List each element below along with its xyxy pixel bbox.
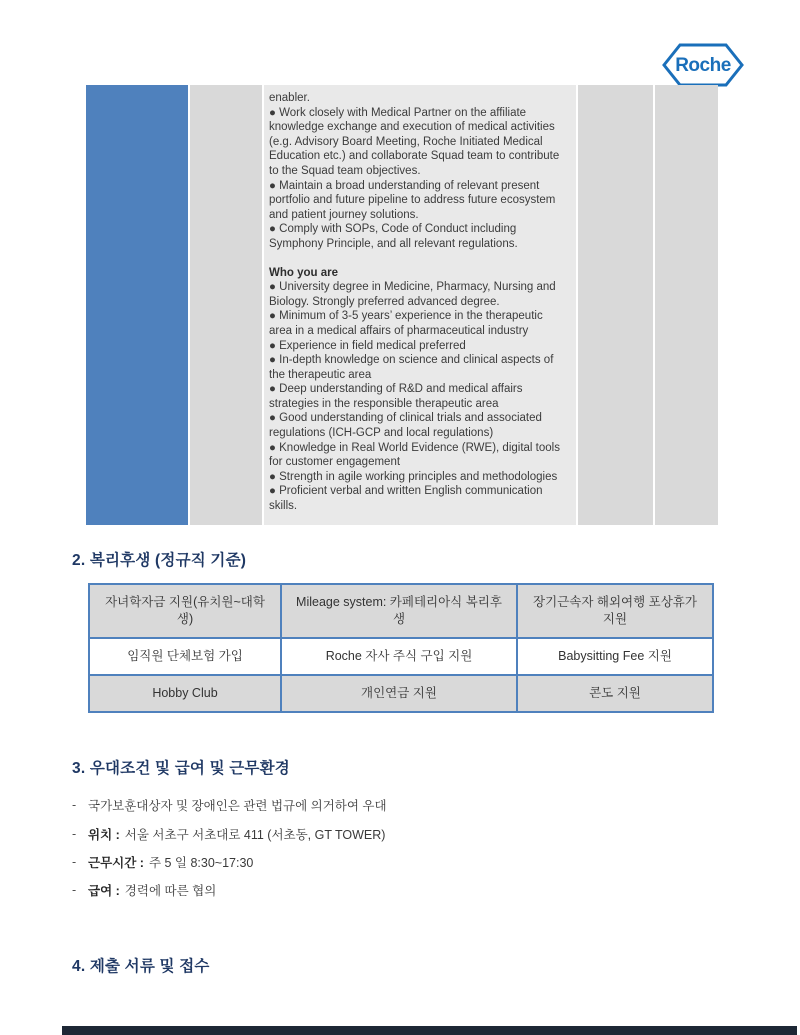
table-cell-category-blue	[86, 85, 188, 525]
condition-item	[72, 819, 672, 847]
section-heading-submission: 4. 제출 서류 및 접수	[72, 958, 210, 975]
job-line-bullet: ● Maintain a broad understanding of relevant present portfolio and future pipeline to address future ecosystem and patient journey solutions.	[269, 179, 556, 221]
condition-item	[72, 848, 672, 876]
table-cell-empty-right-1	[578, 85, 653, 525]
condition-item	[72, 791, 672, 819]
job-line-bullet: ● Minimum of 3-5 years’ experience in the therapeutic area in a medical affairs of pharmaceutical industry	[269, 310, 543, 337]
table-cell-empty-right-2	[655, 85, 718, 525]
benefits-cell: Mileage system: 카페테리아식 복리후생	[280, 585, 516, 637]
condition-text: 국가보훈대상자 및 장애인은 관련 법규에 의거하여 우대	[88, 799, 387, 814]
condition-item	[72, 876, 672, 904]
benefits-cell: Babysitting Fee 지원	[516, 637, 712, 674]
condition-text: 경력에 따른 협의	[124, 884, 217, 899]
job-line-bullet: ● Knowledge in Real World Evidence (RWE), digital tools for customer engagement	[269, 441, 560, 469]
job-line-bullet: ● Strength in agile working principles and methodologies	[269, 470, 558, 483]
job-description-table	[86, 85, 718, 525]
job-line-bullet: ● In-depth knowledge on science and clinical aspects of the therapeutic area	[269, 354, 554, 381]
condition-label: 급여 :	[88, 884, 120, 899]
condition-text: 주 5 일 8:30~17:30	[148, 855, 254, 870]
benefits-cell: 콘도 지원	[516, 674, 712, 711]
dash-bullet: -	[72, 826, 77, 841]
section-heading-conditions: 3. 우대조건 및 급여 및 근무환경	[72, 760, 290, 777]
job-line-spacer	[269, 252, 568, 266]
roche-logo-text: Roche	[675, 54, 731, 76]
job-line-text: enabler.	[269, 92, 310, 104]
benefits-cell: Roche 자사 주식 구입 지원	[280, 637, 516, 674]
conditions-list	[72, 791, 672, 905]
condition-label: 위치 :	[88, 827, 120, 842]
benefits-cell: 개인연금 지원	[280, 674, 516, 711]
roche-logo	[662, 42, 744, 88]
table-cell-empty-left	[190, 85, 262, 525]
condition-label: 근무시간 :	[88, 855, 144, 870]
dash-bullet: -	[72, 883, 77, 898]
benefits-cell: 자녀학자금 지원(유치원~대학생)	[90, 585, 280, 637]
dash-bullet: -	[72, 798, 77, 813]
job-line-bullet: ● Work closely with Medical Partner on the affiliate knowledge exchange and execution of medical activities (e.g. Advisory Board Meeting, Roche Initiated Medical Education etc.) and collaborate Squad team to contribute to the Squad team objectives.	[269, 106, 560, 177]
footer-bar	[62, 1026, 797, 1035]
job-line-bullet: ● Deep understanding of R&D and medical affairs strategies in the responsible therapeutic area	[269, 383, 523, 410]
job-line-bullet: ● Proficient verbal and written English communication skills.	[269, 485, 543, 513]
benefits-cell: 장기근속자 해외여행 포상휴가 지원	[516, 585, 712, 637]
benefits-cell: 임직원 단체보험 가입	[90, 637, 280, 674]
section-heading-benefits: 2. 복리후생 (정규직 기준)	[72, 552, 247, 569]
job-line-bullet: ● Comply with SOPs, Code of Conduct including Symphony Principle, and all relevant regulations.	[269, 223, 518, 250]
job-line-bullet: ● University degree in Medicine, Pharmacy, Nursing and Biology. Strongly preferred advanced degree.	[269, 281, 556, 308]
job-line-heading: Who you are	[269, 266, 339, 279]
dash-bullet: -	[72, 854, 77, 869]
condition-text: 서울 서초구 서초대로 411 (서초동, GT TOWER)	[124, 827, 386, 842]
job-description-cell	[264, 85, 576, 525]
benefits-table	[88, 583, 714, 713]
job-line-bullet: ● Experience in field medical preferred	[269, 339, 466, 352]
job-line-bullet: ● Good understanding of clinical trials and associated regulations (ICH-GCP and local regulations)	[269, 412, 542, 440]
benefits-cell: Hobby Club	[90, 674, 280, 711]
